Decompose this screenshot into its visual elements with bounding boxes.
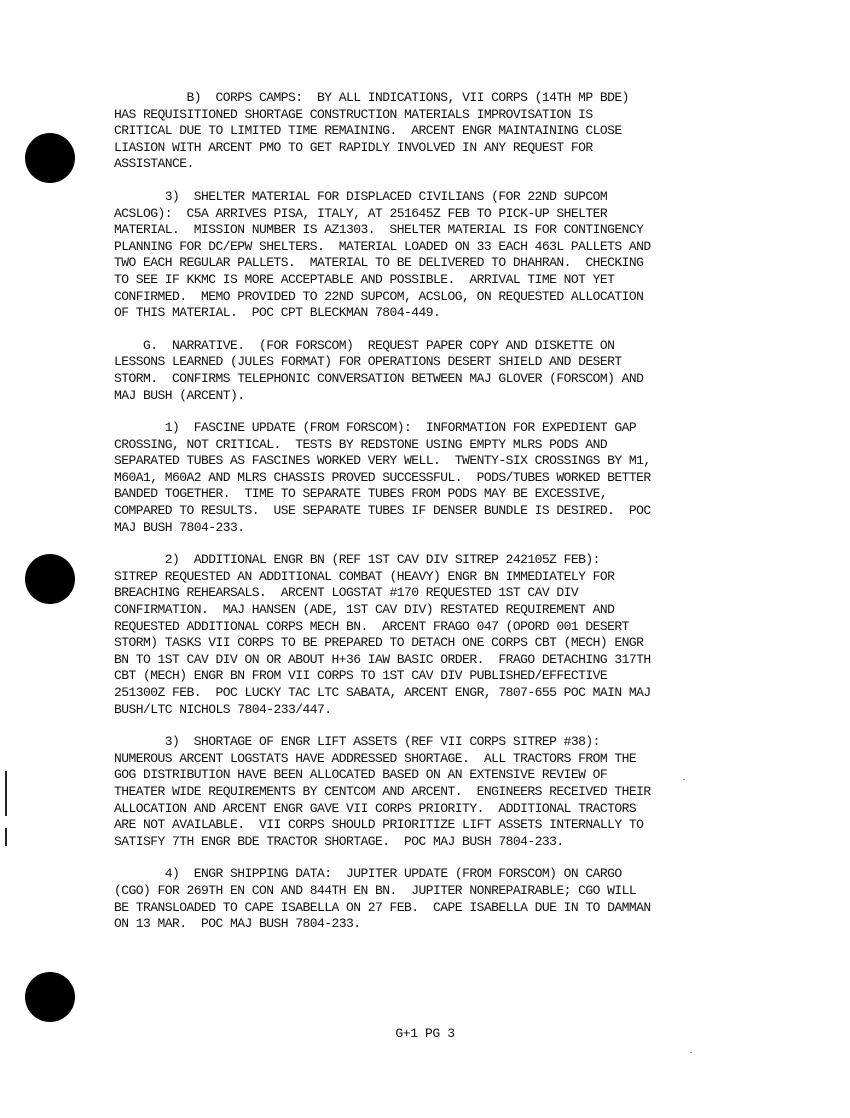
margin-mark bbox=[5, 828, 7, 846]
paragraph-engr-shipping-data: 4) ENGR SHIPPING DATA: JUPITER UPDATE (FROM FORSCOM) ON CARGO (CGO) FOR 269TH EN CON AND 844TH EN BN. JUPITER NONREPAIRABLE; CGO WILL BE TRANSLOADED TO CAPE ISABELLA ON 27 FEB. CAPE ISABELLA DUE IN TO DAMMAN ON 13 MAR. POC MAJ BUSH 7804-233. bbox=[114, 866, 651, 932]
punch-hole-bottom bbox=[25, 972, 75, 1022]
page-number: G+1 PG 3 bbox=[395, 1026, 455, 1041]
punch-hole-middle bbox=[25, 554, 75, 604]
paragraph-additional-engr-bn: 2) ADDITIONAL ENGR BN (REF 1ST CAV DIV SITREP 242105Z FEB): SITREP REQUESTED AN ADDITIONAL COMBAT (HEAVY) ENGR BN IMMEDIATELY FOR BREACHING REHEARSALS. ARCENT LOGSTAT #170 REQUESTED 1ST CAV DIV CONFIRMATION. MAJ HANSEN (ADE, 1ST CAV DIV) RESTATED REQUIREMENT AND REQUESTED ADDITIONAL CORPS MECH BN. ARCENT FRAGO 047 (OPORD 001 DESERT STORM) TASKS VII CORPS TO BE PREPARED TO DETACH ONE CORPS CBT (MECH) ENGR BN TO 1ST CAV DIV ON OR ABOUT H+36 IAW BASIC ORDER. FRAGO DETACHING 317TH CBT (MECH) ENGR BN FROM VII CORPS TO 1ST CAV DIV PUBLISHED/EFFECTIVE 251300Z FEB. POC LUCKY TAC LTC SABATA, ARCENT ENGR, 7807-655 POC MAIN MAJ BUSH/LTC NICHOLS 7804-233/447. bbox=[114, 552, 651, 717]
paragraph-corps-camps: B) CORPS CAMPS: BY ALL INDICATIONS, VII CORPS (14TH MP BDE) HAS REQUISITIONED SHORTAGE CONSTRUCTION MATERIALS IMPROVISATION IS CRITICAL DUE TO LIMITED TIME REMAINING. ARCENT ENGR MAINTAINING CLOSE LIASION WITH ARCENT PMO TO GET RAPIDLY INVOLVED IN ANY REQUEST FOR ASSISTANCE. bbox=[114, 90, 629, 172]
document-body bbox=[114, 90, 724, 949]
paragraph-shelter-material: 3) SHELTER MATERIAL FOR DISPLACED CIVILIANS (FOR 22ND SUPCOM ACSLOG): C5A ARRIVES PISA, ITALY, AT 251645Z FEB TO PICK-UP SHELTER MATERIAL. MISSION NUMBER IS AZ1303. SHELTER MATERIAL IS FOR CONTINGENCY PLANNING FOR DC/EPW SHELTERS. MATERIAL LOADED ON 33 EACH 463L PALLETS AND TWO EACH REGULAR PALLETS. MATERIAL TO BE DELIVERED TO DHAHRAN. CHECKING TO SEE IF KKMC IS MORE ACCEPTABLE AND POSSIBLE. ARRIVAL TIME NOT YET CONFIRMED. MEMO PROVIDED TO 22ND SUPCOM, ACSLOG, ON REQUESTED ALLOCATION OF THIS MATERIAL. POC CPT BLECKMAN 7804-449. bbox=[114, 188, 651, 321]
scan-speck bbox=[690, 1052, 692, 1053]
punch-hole-top bbox=[25, 133, 75, 183]
paragraph-narrative: G. NARRATIVE. (FOR FORSCOM) REQUEST PAPER COPY AND DISKETTE ON LESSONS LEARNED (JULES FORMAT) FOR OPERATIONS DESERT SHIELD AND DESERT STORM. CONFIRMS TELEPHONIC CONVERSATION BETWEEN MAJ GLOVER (FORSCOM) AND MAJ BUSH (ARCENT). bbox=[114, 337, 644, 403]
margin-mark bbox=[5, 771, 7, 816]
paragraph-engr-lift-assets: 3) SHORTAGE OF ENGR LIFT ASSETS (REF VII CORPS SITREP #38): NUMEROUS ARCENT LOGSTATS HAVE ADDRESSED SHORTAGE. ALL TRACTORS FROM THE GOG DISTRIBUTION HAVE BEEN ALLOCATED BASED ON AN EXTENSIVE REVIEW OF THEATER WIDE REQUIREMENTS BY CENTCOM AND ARCENT. ENGINEERS RECEIVED THEIR ALLOCATION AND ARCENT ENGR GAVE VII CORPS PRIORITY. ADDITIONAL TRACTORS ARE NOT AVAILABLE. VII CORPS SHOULD PRIORITIZE LIFT ASSETS INTERNALLY TO SATISFY 7TH ENGR BDE TRACTOR SHORTAGE. POC MAJ BUSH 7804-233. bbox=[114, 734, 651, 849]
scan-speck bbox=[683, 779, 685, 780]
paragraph-fascine-update: 1) FASCINE UPDATE (FROM FORSCOM): INFORMATION FOR EXPEDIENT GAP CROSSING, NOT CRITICAL. TESTS BY REDSTONE USING EMPTY MLRS PODS AND SEPARATED TUBES AS FASCINES WORKED VERY WELL. TWENTY-SIX CROSSINGS BY M1, M60A1, M60A2 AND MLRS CHASSIS PROVED SUCCESSFUL. PODS/TUBES WORKED BETTER BANDED TOGETHER. TIME TO SEPARATE TUBES FROM PODS MAY BE EXCESSIVE, COMPARED TO RESULTS. USE SEPARATE TUBES IF DENSER BUNDLE IS DESIRED. POC MAJ BUSH 7804-233. bbox=[114, 420, 651, 535]
